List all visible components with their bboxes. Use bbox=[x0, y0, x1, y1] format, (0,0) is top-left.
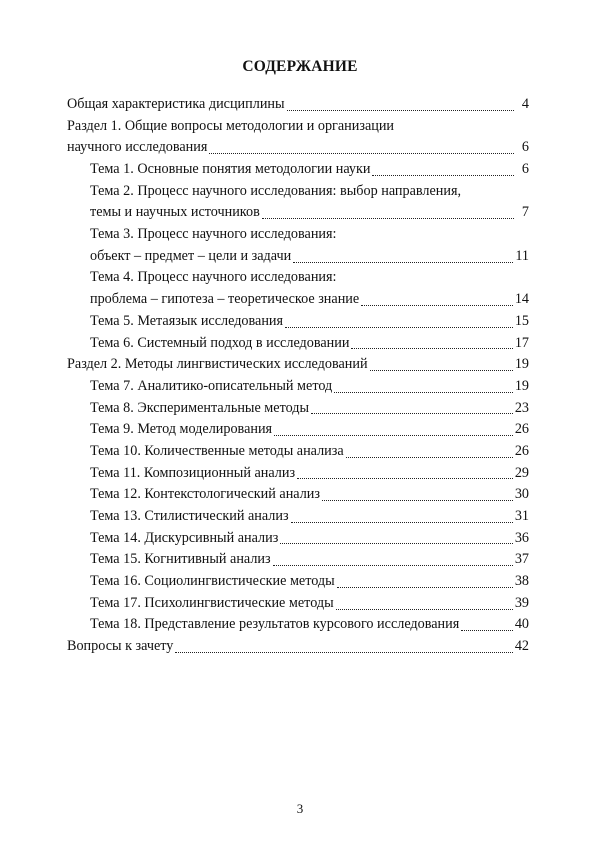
toc-entry-text: Общая характеристика дисциплины bbox=[67, 95, 285, 112]
toc-entry bbox=[67, 116, 529, 138]
toc-entry-text: Тема 18. Представление результатов курсового исследования bbox=[90, 616, 460, 633]
toc-entry-page: 19 bbox=[514, 377, 529, 394]
toc-entry bbox=[67, 94, 529, 116]
dot-leader bbox=[297, 478, 513, 479]
dot-leader bbox=[372, 175, 514, 176]
toc-entry-text: Тема 11. Композиционный анализ bbox=[90, 464, 296, 481]
toc-entry bbox=[67, 354, 529, 376]
dot-leader bbox=[262, 218, 514, 219]
toc-entry-page: 31 bbox=[514, 508, 529, 525]
toc-entry bbox=[67, 528, 529, 550]
toc-entry-text: Тема 12. Контекстологический анализ bbox=[90, 486, 321, 503]
toc-entry-page: 26 bbox=[514, 442, 529, 459]
toc-entry-page: 23 bbox=[514, 399, 529, 416]
toc-entry bbox=[67, 333, 529, 355]
toc-entry bbox=[67, 615, 529, 637]
toc-entry bbox=[67, 441, 529, 463]
dot-leader bbox=[311, 413, 513, 414]
toc-entry bbox=[67, 398, 529, 420]
toc-entry bbox=[67, 549, 529, 571]
toc-entry-text: научного исследования bbox=[67, 139, 208, 156]
toc-entry-text: Тема 8. Экспериментальные методы bbox=[90, 399, 310, 416]
toc-entry-page: 42 bbox=[514, 638, 529, 655]
toc-entry-page: 39 bbox=[514, 594, 529, 611]
toc-entry-text: Тема 10. Количественные методы анализа bbox=[90, 442, 344, 459]
toc-entry bbox=[67, 246, 529, 268]
dot-leader bbox=[334, 392, 513, 393]
dot-leader bbox=[280, 543, 512, 544]
toc-entry bbox=[67, 484, 529, 506]
dot-leader bbox=[291, 522, 513, 523]
toc-entry-page: 38 bbox=[514, 573, 529, 590]
toc-entry-text: Тема 2. Процесс научного исследования: выбор направления, bbox=[90, 182, 462, 199]
toc-entry bbox=[67, 268, 529, 290]
toc-entry-text: Тема 15. Когнитивный анализ bbox=[90, 551, 271, 568]
toc-entry bbox=[67, 137, 529, 159]
toc-entry bbox=[67, 202, 529, 224]
dot-leader bbox=[322, 500, 513, 501]
toc-entry-text: объект – предмет – цели и задачи bbox=[90, 247, 292, 264]
page-title: СОДЕРЖАНИЕ bbox=[242, 58, 358, 75]
toc-entry-text: Раздел 2. Методы лингвистических исследований bbox=[67, 356, 368, 373]
toc-entry bbox=[67, 289, 529, 311]
dot-leader bbox=[346, 457, 513, 458]
toc-entry-page: 30 bbox=[514, 486, 529, 503]
dot-leader bbox=[351, 348, 512, 349]
dot-leader bbox=[273, 565, 513, 566]
dot-leader bbox=[287, 110, 514, 111]
toc-entry-page: 36 bbox=[514, 529, 529, 546]
toc-entry-text: Тема 6. Системный подход в исследовании bbox=[90, 334, 350, 351]
toc-entry-page: 6 bbox=[521, 139, 529, 156]
toc-entry bbox=[67, 181, 529, 203]
dot-leader bbox=[336, 609, 513, 610]
toc-entry-text: Тема 5. Метаязык исследования bbox=[90, 312, 284, 329]
toc-entry-page: 19 bbox=[514, 356, 529, 373]
toc-entry-text: Тема 14. Дискурсивный анализ bbox=[90, 529, 279, 546]
table-of-contents bbox=[67, 94, 529, 658]
toc-entry-text: Тема 9. Метод моделирования bbox=[90, 421, 273, 438]
dot-leader bbox=[461, 630, 513, 631]
dot-leader bbox=[361, 305, 513, 306]
toc-entry-text: Тема 3. Процесс научного исследования: bbox=[90, 226, 337, 243]
toc-entry bbox=[67, 636, 529, 658]
toc-entry bbox=[67, 224, 529, 246]
toc-entry-text: Тема 1. Основные понятия методологии науки bbox=[90, 161, 371, 178]
toc-entry bbox=[67, 463, 529, 485]
toc-entry-page: 6 bbox=[521, 161, 529, 178]
toc-entry-text: Раздел 1. Общие вопросы методологии и организации bbox=[67, 117, 395, 134]
toc-entry-page: 26 bbox=[514, 421, 529, 438]
toc-entry bbox=[67, 376, 529, 398]
toc-entry bbox=[67, 419, 529, 441]
dot-leader bbox=[293, 262, 513, 263]
toc-entry-page: 11 bbox=[515, 247, 529, 264]
dot-leader bbox=[274, 435, 513, 436]
toc-entry bbox=[67, 311, 529, 333]
toc-entry-text: Тема 13. Стилистический анализ bbox=[90, 508, 289, 525]
toc-entry-page: 37 bbox=[514, 551, 529, 568]
toc-entry bbox=[67, 593, 529, 615]
dot-leader bbox=[209, 153, 514, 154]
toc-entry-page: 14 bbox=[514, 291, 529, 308]
toc-entry-text: Тема 4. Процесс научного исследования: bbox=[90, 269, 337, 286]
dot-leader bbox=[370, 370, 513, 371]
toc-entry-text: Тема 7. Аналитико-описательный метод bbox=[90, 377, 333, 394]
toc-entry-page: 15 bbox=[514, 312, 529, 329]
toc-entry-text: Вопросы к зачету bbox=[67, 638, 174, 655]
toc-entry-page: 40 bbox=[514, 616, 529, 633]
toc-entry-text: Тема 17. Психолингвистические методы bbox=[90, 594, 334, 611]
toc-entry bbox=[67, 506, 529, 528]
toc-entry-page: 7 bbox=[521, 204, 529, 221]
dot-leader bbox=[175, 652, 512, 653]
toc-entry-page: 4 bbox=[521, 95, 529, 112]
toc-entry bbox=[67, 571, 529, 593]
toc-entry-text: Тема 16. Социолингвистические методы bbox=[90, 573, 335, 590]
toc-entry-page: 17 bbox=[514, 334, 529, 351]
toc-entry bbox=[67, 159, 529, 181]
toc-entry-page: 29 bbox=[514, 464, 529, 481]
dot-leader bbox=[337, 587, 513, 588]
dot-leader bbox=[285, 327, 513, 328]
toc-entry-text: темы и научных источников bbox=[90, 204, 260, 221]
toc-entry-text: проблема – гипотеза – теоретическое знание bbox=[90, 291, 360, 308]
page-number: 3 bbox=[296, 801, 304, 816]
